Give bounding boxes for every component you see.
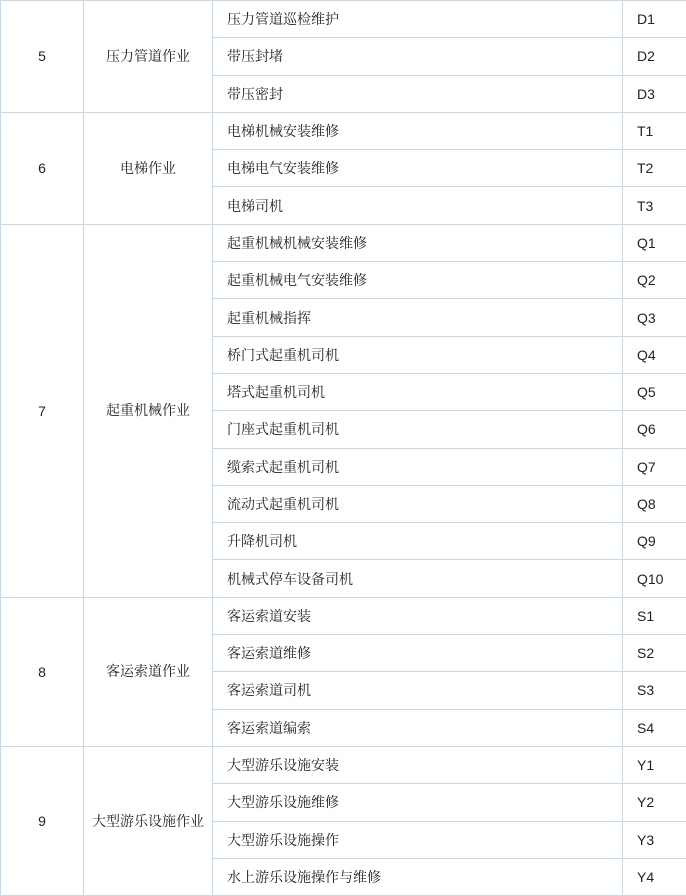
group-category: 大型游乐设施作业 [84,746,213,895]
item-name: 起重机械电气安装维修 [213,262,623,299]
item-name: 机械式停车设备司机 [213,560,623,597]
item-name: 塔式起重机司机 [213,373,623,410]
item-name: 桥门式起重机司机 [213,336,623,373]
item-code: Q1 [623,224,686,261]
item-code: S2 [623,635,686,672]
item-code: T2 [623,150,686,187]
table-row [1,224,686,261]
group-number: 9 [1,746,84,895]
item-code: D1 [623,1,686,38]
item-name: 大型游乐设施维修 [213,784,623,821]
item-name: 客运索道司机 [213,672,623,709]
item-code: S4 [623,709,686,746]
item-code: T3 [623,187,686,224]
item-code: Q10 [623,560,686,597]
item-code: Q5 [623,373,686,410]
table-row [1,112,686,149]
item-name: 客运索道安装 [213,597,623,634]
item-code: Q7 [623,448,686,485]
group-category: 压力管道作业 [84,1,213,113]
item-name: 缆索式起重机司机 [213,448,623,485]
item-name: 大型游乐设施安装 [213,746,623,783]
group-number: 5 [1,1,84,113]
item-code: Q9 [623,523,686,560]
item-name: 升降机司机 [213,523,623,560]
item-code: S3 [623,672,686,709]
table-row [1,746,686,783]
group-category: 客运索道作业 [84,597,213,746]
group-number: 8 [1,597,84,746]
item-name: 起重机械机械安装维修 [213,224,623,261]
item-name: 大型游乐设施操作 [213,821,623,858]
group-category: 起重机械作业 [84,224,213,597]
item-code: Q2 [623,262,686,299]
item-name: 电梯机械安装维修 [213,112,623,149]
item-code: Y2 [623,784,686,821]
item-name: 水上游乐设施操作与维修 [213,858,623,895]
item-name: 流动式起重机司机 [213,485,623,522]
table-row [1,1,686,38]
item-code: Q8 [623,485,686,522]
item-name: 带压密封 [213,75,623,112]
group-number: 6 [1,112,84,224]
item-code: D3 [623,75,686,112]
item-name: 客运索道编索 [213,709,623,746]
item-code: Q6 [623,411,686,448]
group-number: 7 [1,224,84,597]
table-row [1,597,686,634]
group-category: 电梯作业 [84,112,213,224]
item-name: 门座式起重机司机 [213,411,623,448]
item-code: D2 [623,38,686,75]
item-code: Y3 [623,821,686,858]
item-name: 客运索道维修 [213,635,623,672]
item-code: Y4 [623,858,686,895]
item-code: Q4 [623,336,686,373]
item-code: Q3 [623,299,686,336]
item-code: Y1 [623,746,686,783]
item-name: 带压封堵 [213,38,623,75]
item-name: 电梯司机 [213,187,623,224]
table-body [1,1,686,896]
item-name: 起重机械指挥 [213,299,623,336]
item-code: T1 [623,112,686,149]
item-name: 电梯电气安装维修 [213,150,623,187]
item-name: 压力管道巡检维护 [213,1,623,38]
item-code: S1 [623,597,686,634]
